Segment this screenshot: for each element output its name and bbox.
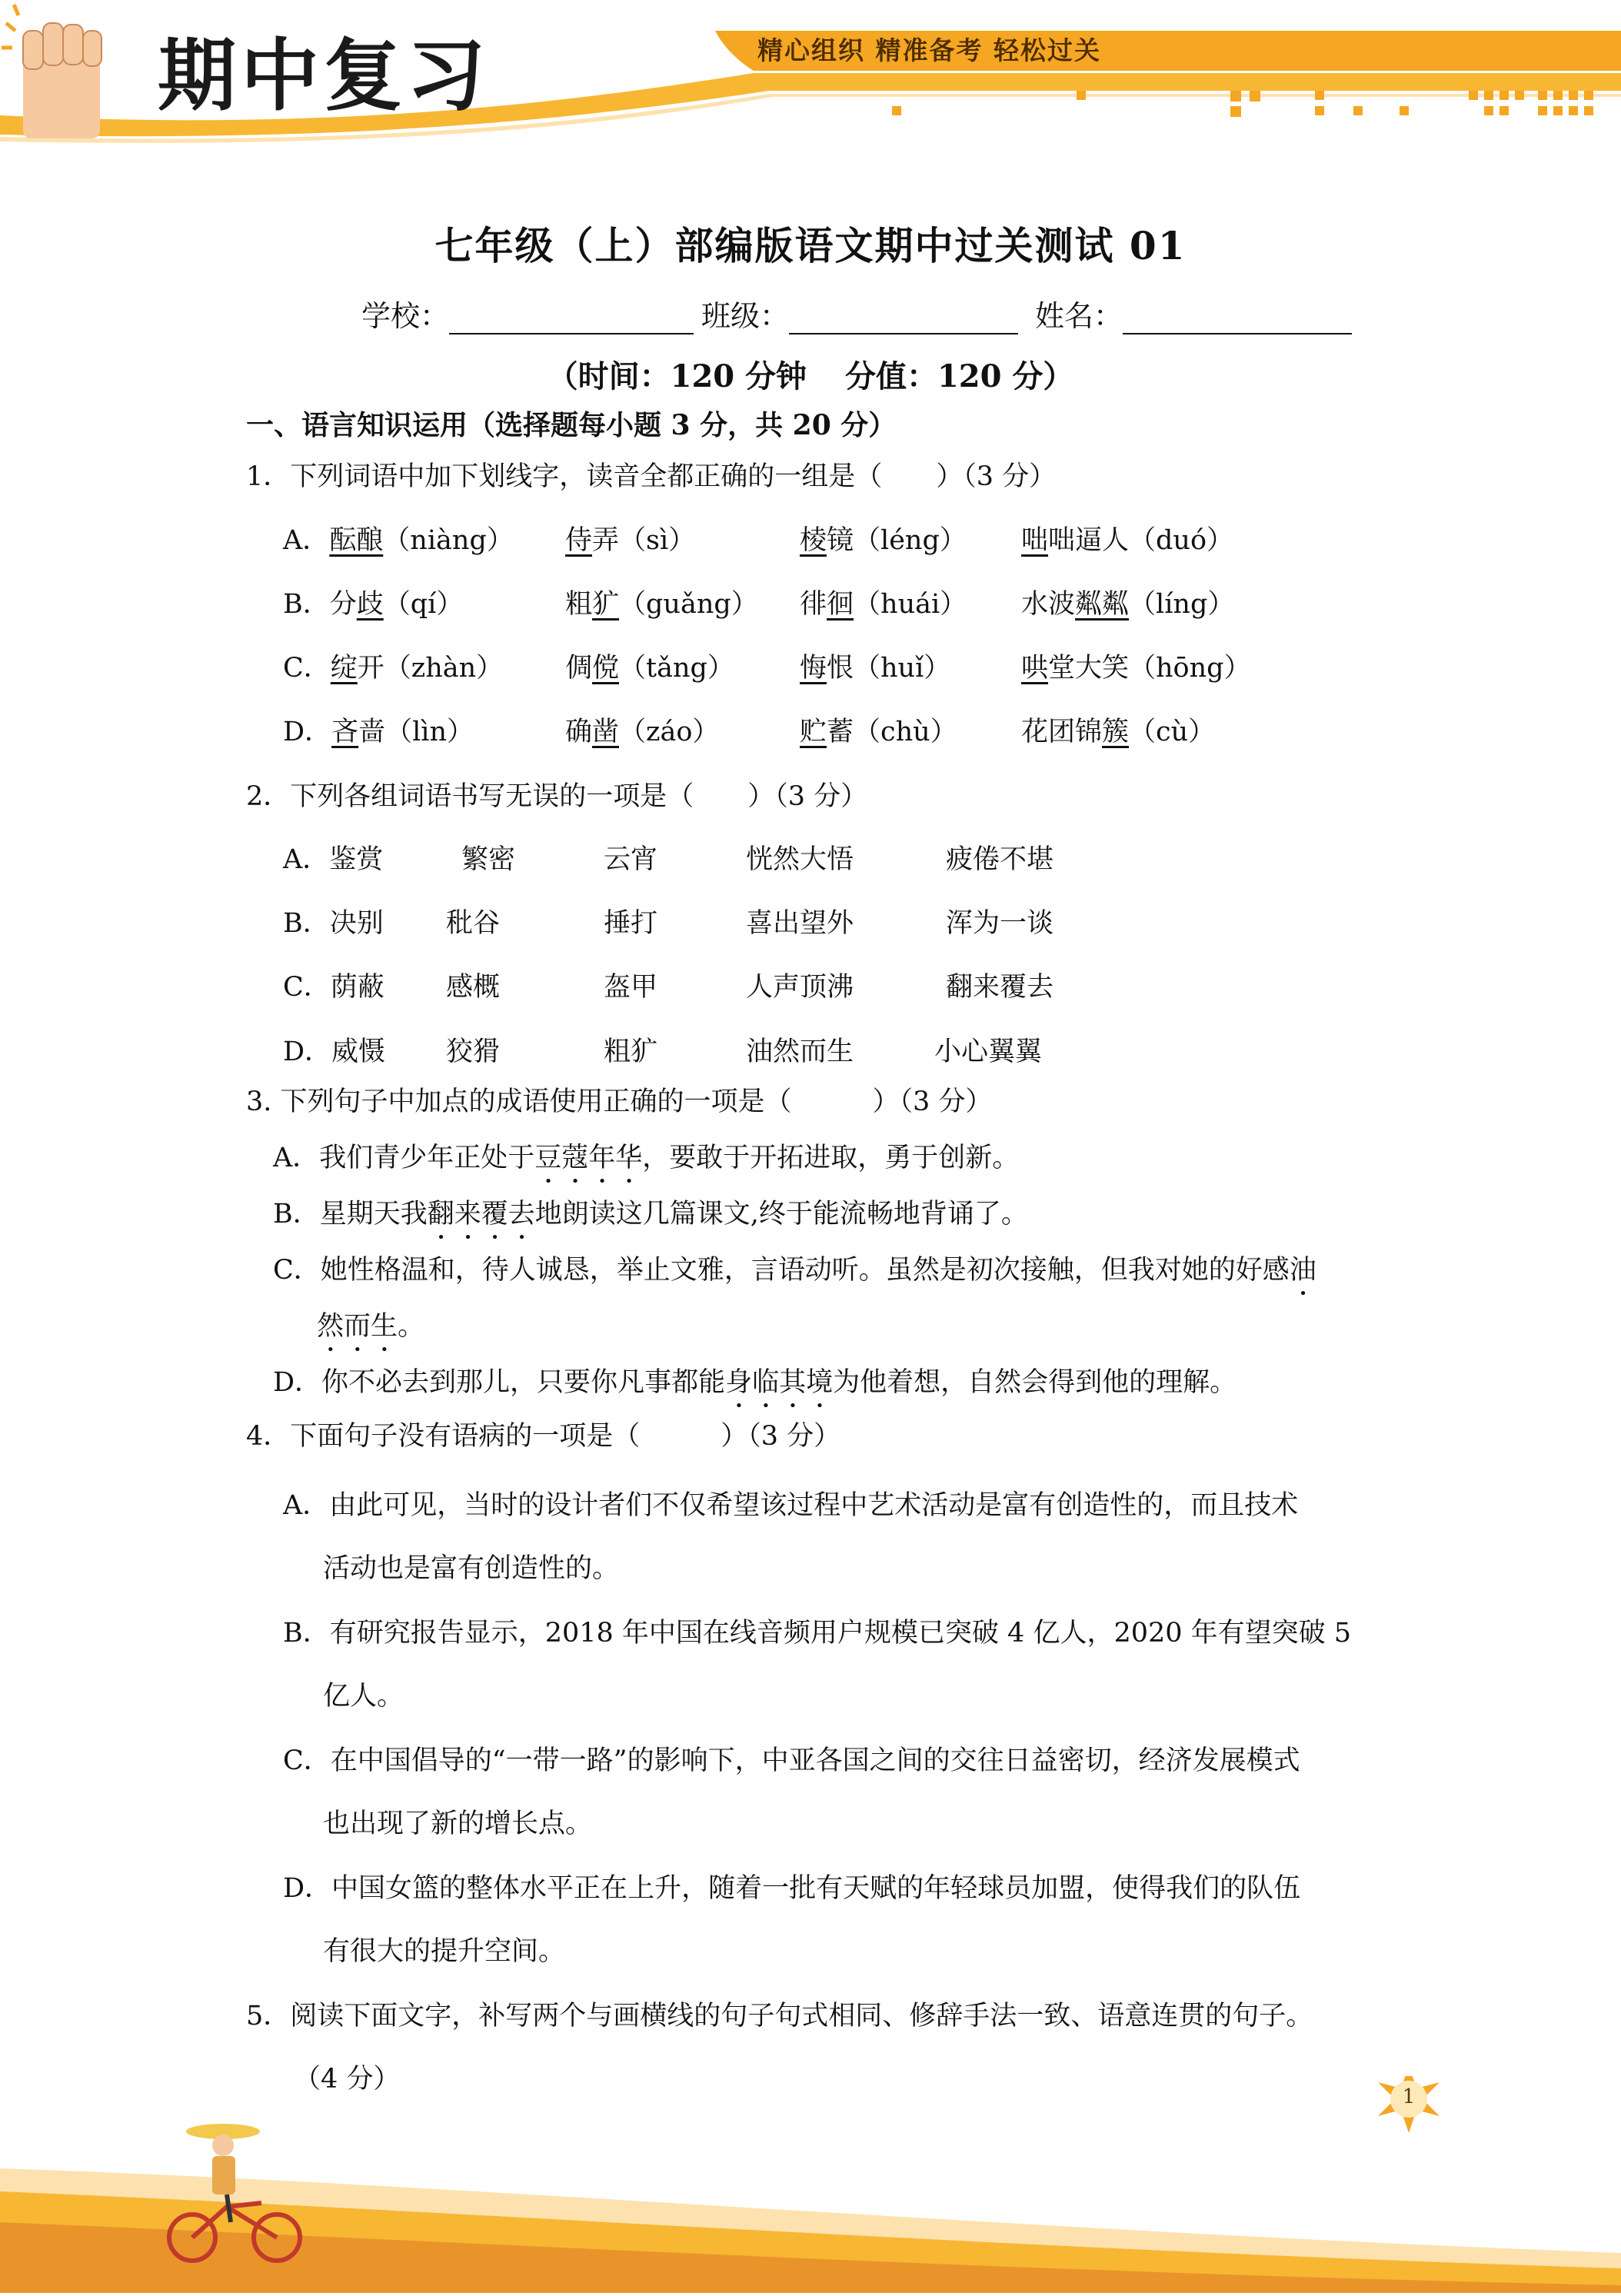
question-2-stem: 2．下列各组词语书写无误的一项是（ ）（3 分） <box>246 781 868 812</box>
question-2-option-item: 捶打 <box>604 908 658 939</box>
question-1-option-item: 贮蓄（chù） <box>800 717 957 747</box>
question-3-option-c: C．她性格温和，待人诚恳，举止文雅，言语动听。虽然是初次接触，但我对她的好感油 <box>273 1255 1316 1286</box>
question-3-option-d: D．你不必去到那儿，只要你凡事都能身临其境为他着想，自然会得到他的理解。 <box>273 1367 1237 1398</box>
question-3-option-a: A．我们青少年正处于豆蔻年华，要敢于开拓进取，勇于创新。 <box>273 1143 1020 1173</box>
question-2-option-item: 秕谷 <box>446 908 501 939</box>
question-4-option-d-cont: 有很大的提升空间。 <box>323 1936 566 1967</box>
question-2-option-item: 粗犷 <box>604 1037 658 1067</box>
section-heading: 一、语言知识运用（选择题每小题 3 分，共 20 分） <box>246 409 897 441</box>
question-1-option-item: 花团锦簇（cù） <box>1021 717 1216 747</box>
question-4-option-c-cont: 也出现了新的增长点。 <box>323 1809 593 1839</box>
question-2-option-item: 小心翼翼 <box>934 1037 1043 1067</box>
question-2-option-item: C．荫蔽 <box>283 972 384 1003</box>
question-2-option-item: 人声顶沸 <box>746 972 854 1003</box>
question-5-points: （4 分） <box>294 2064 401 2095</box>
name-label: 姓名： <box>1035 299 1123 333</box>
question-1-option-item: 棱镜（léng） <box>800 525 967 556</box>
question-1-option-item: 徘徊（huái） <box>800 589 967 620</box>
school-label: 学校： <box>361 299 450 333</box>
question-2-option-item: 狡猾 <box>446 1037 501 1067</box>
time-score-line <box>0 352 1621 396</box>
question-4-option-a-cont: 活动也是富有创造性的。 <box>323 1553 620 1584</box>
question-2-option-item: 云宵 <box>604 844 658 875</box>
question-4-stem: 4．下面句子没有语病的一项是（ ）（3 分） <box>246 1421 841 1452</box>
question-3-option-c-cont: 然而生。 <box>317 1311 425 1342</box>
question-2-option-item: 繁密 <box>461 844 516 875</box>
class-blank <box>789 302 1018 334</box>
question-1-option-item: 哄堂大笑（hōng） <box>1021 653 1251 684</box>
question-1-option-item: 确凿（záo） <box>565 717 720 747</box>
question-1-option-item: B．分歧（qí） <box>283 589 464 620</box>
header-banner <box>0 0 1621 146</box>
question-1-option-item: 水波粼粼（líng） <box>1021 589 1235 620</box>
footer-banner <box>0 2076 1621 2293</box>
time-text: （时间：120 分钟 <box>547 358 807 394</box>
brand-title: 期中复习 <box>158 31 490 122</box>
class-label: 班级： <box>701 299 790 333</box>
slogan: 精心组织 精准备考 轻松过关 <box>757 35 1101 65</box>
question-2-option-item: 盔甲 <box>604 972 658 1003</box>
question-3-option-b: B．星期天我翻来覆去地朗读这几篇课文,终于能流畅地背诵了。 <box>273 1199 1028 1230</box>
question-2-option-item: B．决别 <box>283 908 384 939</box>
student-info-row <box>361 292 1360 334</box>
question-1-option-item: 侍弄（sì） <box>565 525 696 556</box>
question-1-option-item: 悔恨（huǐ） <box>800 653 951 684</box>
page-number: 1 <box>1402 2085 1416 2108</box>
document-title: 七年级（上）部编版语文期中过关测试 01 <box>434 223 1187 268</box>
question-1-option-item: D．吝啬（lìn） <box>283 717 474 747</box>
question-2-option-item: D．威慑 <box>283 1037 386 1067</box>
score-text: 分值：120 分） <box>844 358 1074 394</box>
question-2-option-item: 喜出望外 <box>746 908 854 939</box>
question-4-option-a: A．由此可见，当时的设计者们不仅希望该过程中艺术活动是富有创造性的，而且技术 <box>283 1490 1299 1521</box>
question-1-option-item: A．酝酿（niàng） <box>283 525 514 556</box>
question-2-option-item: 油然而生 <box>746 1037 854 1067</box>
question-5-stem: 5．阅读下面文字，补写两个与画横线的句子句式相同、修辞手法一致、语意连贯的句子。 <box>246 2001 1313 2031</box>
question-2-option-item: 浑为一谈 <box>946 908 1054 939</box>
question-1-option-item: C．绽开（zhàn） <box>283 653 504 684</box>
question-2-option-item: 恍然大悟 <box>746 844 854 875</box>
school-blank <box>449 302 694 334</box>
question-4-option-b-cont: 亿人。 <box>323 1681 404 1712</box>
question-3-stem: 3. 下列句子中加点的成语使用正确的一项是（ ）（3 分） <box>246 1086 993 1117</box>
question-1-stem: 1．下列词语中加下划线字，读音全都正确的一组是（ ）（3 分） <box>246 461 1057 492</box>
question-1-option-item: 粗犷（guǎng） <box>565 589 758 620</box>
question-1-option-item: 倜傥（tǎng） <box>565 653 734 684</box>
question-2-option-item: 翻来覆去 <box>946 972 1054 1003</box>
footer-graphic <box>0 2076 1621 2293</box>
question-4-option-d: D．中国女篮的整体水平正在上升，随着一批有天赋的年轻球员加盟，使得我们的队伍 <box>283 1873 1301 1904</box>
question-1-option-item: 咄咄逼人（duó） <box>1021 525 1234 556</box>
question-2-option-item: A．鉴赏 <box>283 844 384 875</box>
name-blank <box>1123 302 1352 334</box>
question-4-option-c: C．在中国倡导的“一带一路”的影响下，中亚各国之间的交往日益密切，经济发展模式 <box>283 1745 1300 1776</box>
question-2-option-item: 感概 <box>446 972 501 1003</box>
question-2-option-item: 疲倦不堪 <box>946 844 1054 875</box>
question-4-option-b: B．有研究报告显示，2018 年中国在线音频用户规模已突破 4 亿人，2020 年有望突破 5 <box>283 1618 1352 1649</box>
